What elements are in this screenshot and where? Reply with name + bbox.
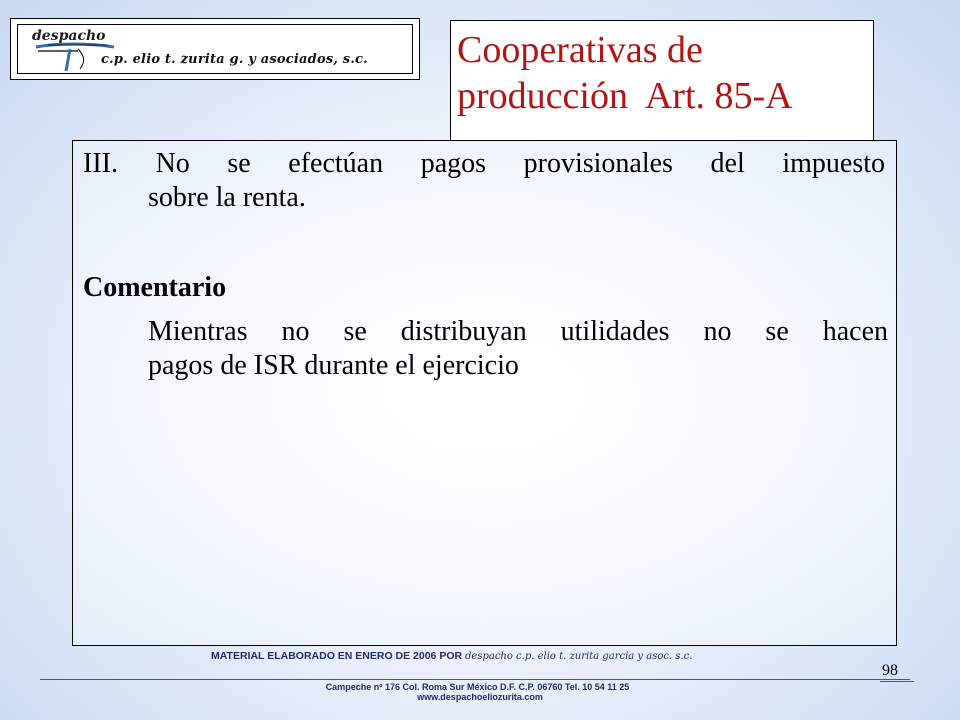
logo-stroke xyxy=(78,49,84,69)
logo-frame xyxy=(17,24,413,74)
footer-credit xyxy=(211,650,692,662)
comment-heading: Comentario xyxy=(83,272,227,303)
logo-wordmark: despacho xyxy=(32,28,106,44)
footer-address: Campeche nº 176 Col. Roma Sur México D.F. C.P. 06760 Tel. 10 54 11 25 xyxy=(325,682,630,692)
footer-divider xyxy=(40,679,910,680)
paragraph-iii-line-2: sobre la renta. xyxy=(148,182,306,213)
title-line-2: producción Art. 85-A xyxy=(457,75,793,117)
title-box xyxy=(450,20,874,142)
page-number: 98 xyxy=(882,662,898,679)
comment-text-line-1: Mientras no se distribuyan utilidades no se hacen xyxy=(148,316,888,347)
content-panel xyxy=(72,140,897,646)
footer-address-block xyxy=(0,682,960,702)
logo-stem xyxy=(66,49,70,71)
footer-credit-prefix: MATERIAL ELABORADO EN ENERO DE 2006 POR xyxy=(211,650,463,662)
slide-title xyxy=(457,27,867,119)
logo-firm-name: c.p. elio t. zurita g. y asociados, s.c. xyxy=(101,52,368,67)
logo-swoosh xyxy=(36,44,114,47)
paragraph-iii-line-1: III. No se efectúan pagos provisionales del impuesto xyxy=(83,148,885,179)
footer-credit-firm: despacho c.p. elio t. zurita garcia y asoc. s.c. xyxy=(465,651,693,662)
title-line-1: Cooperativas de xyxy=(457,29,703,71)
logo-box xyxy=(10,18,420,80)
footer-website-link[interactable]: www.despachoeliozurita.com xyxy=(417,692,543,702)
comment-text-line-2: pagos de ISR durante el ejercicio xyxy=(148,350,519,381)
